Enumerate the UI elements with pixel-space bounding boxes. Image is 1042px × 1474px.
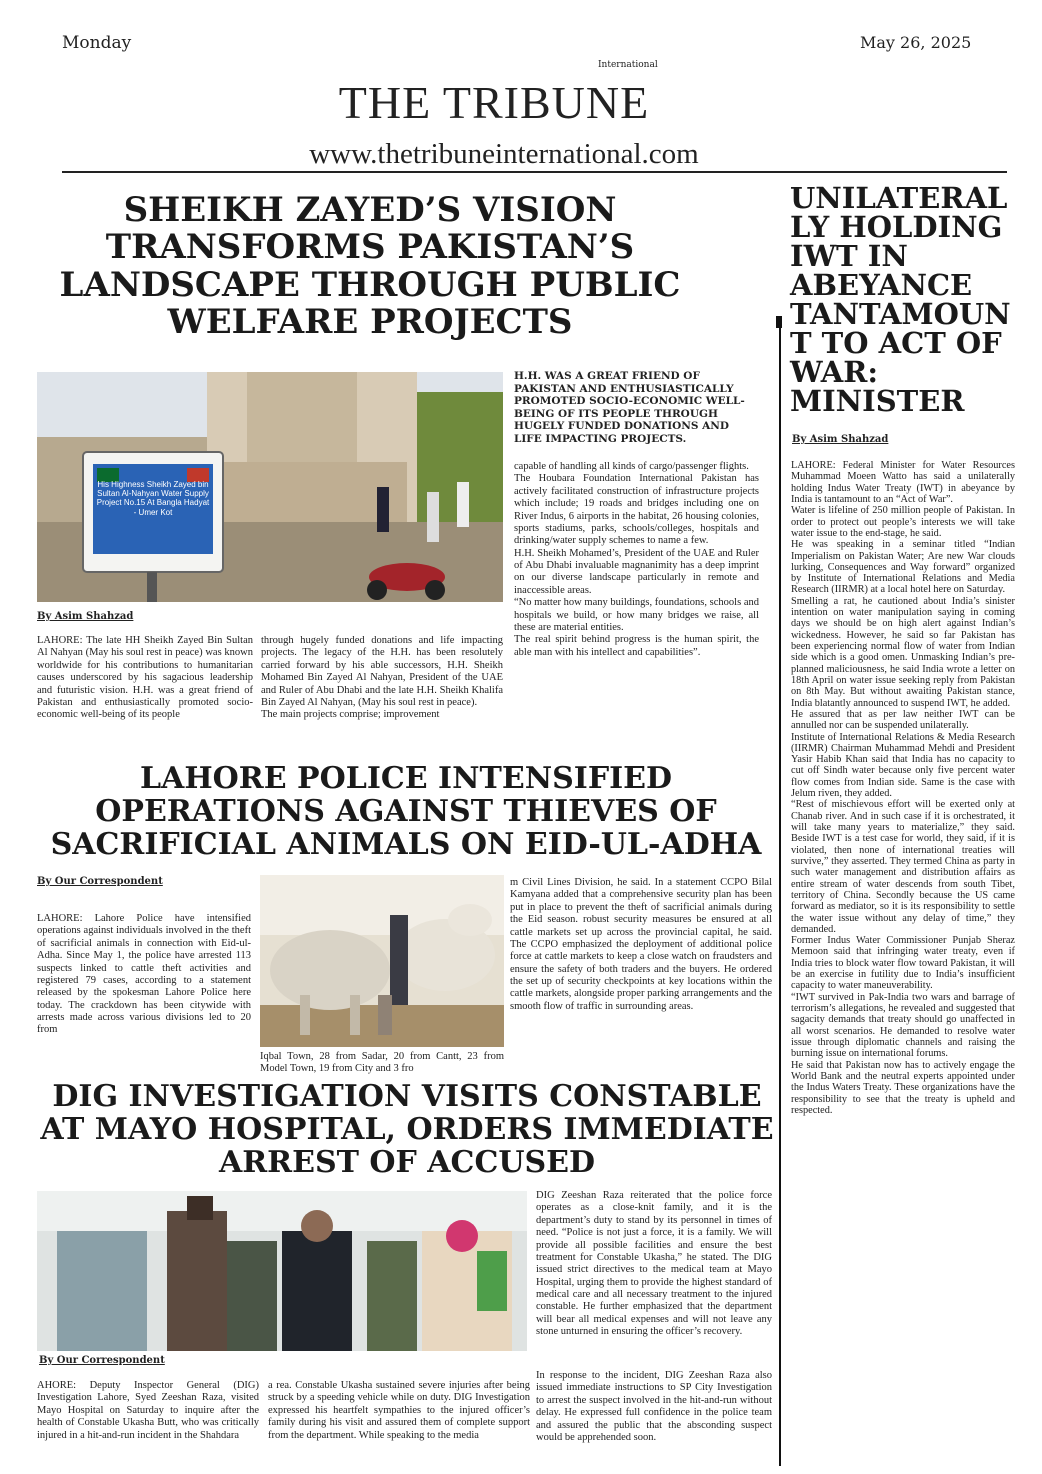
- article2-photo: [260, 875, 504, 1047]
- sidebar-body: LAHORE: Federal Minister for Water Resources Muhammad Moeen Watto has said a unilaterally holding Indus Water Treaty (IWT) in abeyance by India is tantamount to an “Act of War”. Water is lifeline of 250 million people of Pakistan. In order to protect out people’s interests we will take water issue to the end-stage, he said. He was speaking in a seminar titled “Indian Imperialism on Pakistan Water; Are new War clouds lurking, Consequences and Way forward” organized by Institute of International Relations and Media Research (IIRMR) at a local hotel here on Saturday. Smelling a rat, he cautioned about India’s sinister intention on water manipulation saying in coming days we should be on high alert against Indian’s wickedness. However, he said so far Pakistan has been experiencing normal flow of water from Indian side which is a good omen. Unmasking Indian’s pre-planned maliciousness, he said India wrote a letter on 18th April on water issue seeking reply from Pakistan on 8th May. But without awaiting Pakistan stance, India blatantly announced to suspend IWT, he added. He assured that as per law neither IWT can be annulled nor can be suspended unilaterally. Institute of International Relations & Media Research (IIRMR) Chairman Muhammad Mehdi and President Yasir Habib Khan said that India has no capacity to cut off Sindh water because only five percent water flow comes from Indian side. Same is the case with Jelum riven, they added. “Rest of mischievous effort will be exerted only at Chanab river. And in such case if it is orchestrated, it will take many years to materialize,” they said. Beside IWT is a test case for world, they said, if it is violated, then none of international treaties will survive,” they asserted. They termed China as party in such water management and distribution affairs as entire stream of water descends from south Tibet, territory of China. Secondly because the US came forward as mediator, so it is its responsibility to settle the water issue without any delay of time,” they demanded. Former Indus Water Commissioner Punjab Sheraz Memoon said that infringing water treaty, even if India tries to block water flow toward Pakistan, it will be an exercise in futility due to India’s insufficient capacity to water maneuverability. “IWT survived in Pak-India two wars and barrage of terrorism’s allegations, he revealed and suggested that sagacity demands that treaty should go unaffected in all worst scenarios. He demanded to resolve water issue through diplomatic channels and raising the burning issue on international forums. He said that Pakistan now has to actively engage the World Bank and the neutral experts appointed under the Indus Waters Treaty. These organizations have the responsibility to see that the treaty is upheld and respected.: [791, 460, 1015, 1116]
- article2-col2: Iqbal Town, 28 from Sadar, 20 from Cantt, 23 from Model Town, 19 from City and 3 fro: [260, 1051, 504, 1075]
- hospital-visit-image: [37, 1191, 527, 1351]
- masthead-url[interactable]: www.thetribuneinternational.com: [309, 138, 699, 170]
- article3-byline: By Our Correspondent: [39, 1355, 165, 1366]
- masthead-title: THE TRIBUNE: [338, 77, 650, 128]
- sidebar-headline-line: T TO ACT OF: [790, 326, 1002, 360]
- article1-photo-sign: His Highness Sheikh Zayed bin Sultan Al-Nahyan Water Supply Project No.15 At Bangla Hadyat - Umer Kot: [96, 480, 210, 517]
- article2-headline: LAHORE POLICE INTENSIFIED OPERATIONS AGAINST THIEVES OF SACRIFICIAL ANIMALS ON EID-UL-ADHA: [50, 761, 762, 862]
- article1-photo: [37, 372, 503, 602]
- sidebar-headline-line: IWT IN: [790, 239, 908, 273]
- article3-col2: a rea. Constable Ukasha sustained severe injuries after being struck by a speeding vehicle while on duty. DIG Investigation expressed his heartfelt sympathies to the injured officer’s family during his visit and assured them of complete support from the department. While speaking to the media: [268, 1380, 530, 1441]
- article1-byline: By Asim Shahzad: [37, 611, 134, 622]
- article3-photo: [37, 1191, 527, 1351]
- masthead-date: May 26, 2025: [860, 33, 972, 52]
- cattle-market-image: [260, 875, 504, 1047]
- column-divider: [779, 316, 781, 1466]
- sidebar-headline-line: TANTAMOUN: [790, 297, 1011, 331]
- masthead-edition: International: [598, 60, 658, 70]
- article2-byline: By Our Correspondent: [37, 876, 163, 887]
- sidebar-headline: [790, 181, 1020, 418]
- article1-headline: SHEIKH ZAYED’S VISION TRANSFORMS PAKISTAN’S LANDSCAPE THROUGH PUBLIC WELFARE PROJECTS: [59, 190, 681, 343]
- article1-col3: capable of handling all kinds of cargo/passenger flights. The Houbara Foundation International Pakistan has actively facilitated construction of infrastructure projects which include; 19 roads and bridges including one on River Indus, 6 airports in the habitat, 26 housing colonies, sports stadiums, parks, schools/colleges, hospitals and drinking/water supply schemes to name a few. H.H. Sheikh Mohamed’s, President of the UAE and Ruler of Abu Dhabi invaluable magnanimity has a deep imprint on our diverse landscape particularly in remote and inaccessible areas. “No matter how many buildings, foundations, schools and hospitals we build, or how many bridges we raise, all these are material entities. The real spirit behind progress is the human spirit, the able man with his intellect and capabilities”.: [514, 461, 759, 658]
- article3-col1: AHORE: Deputy Inspector General (DIG) Investigation Lahore, Syed Zeeshan Raza, visited Mayo Hospital on Saturday to inquire after the health of Constable Ukasha Butt, who was critically injured in a hit-and-run incident in the Shahdara: [37, 1380, 259, 1441]
- sidebar-headline-line: UNILATERAL: [790, 181, 1008, 215]
- masthead-rule: [62, 171, 1007, 173]
- article3-col3-bottom: In response to the incident, DIG Zeeshan Raza also issued immediate instructions to SP City Investigation to arrest the suspect involved in the hit-and-run without delay. He expressed full confidence in the police team and assured the public that the absconding suspect would be apprehended soon.: [536, 1370, 772, 1443]
- article3-col3-top: DIG Zeeshan Raza reiterated that the police force operates as a close-knit family, and it is the department’s duty to stand by its personnel in times of need. “Police is not just a force, it is a family. We will provide all possible facilities and ensure the best treatment for Constable Ukasha,” he stated. The DIG issued strict directives to the medical team at Mayo Hospital, urging them to provide the highest standard of medical care and all necessary treatment to the injured constable. He further emphasized that the department will bear all medical expenses and will not leave any stone unturned in ensuring the officer’s recovery.: [536, 1190, 772, 1338]
- sidebar-headline-line: MINISTER: [790, 384, 965, 418]
- article2-col3: m Civil Lines Division, he said. In a statement CCPO Bilal Kamyana added that a comprehensive security plan has been put in place to prevent the theft of sacrificial animals during the Eid season. robust security measures be ensured at all cattle markets set up across the provincial capital, he said. The CCPO emphasized the deployment of additional police force at cattle markets to keep a close watch on fraudsters and ensure the safety of both traders and the buyers. He ordered the set up of security checkpoints at key locations within the cattle markets, alongside proper parking arrangements and the smooth flow of traffic in surrounding areas.: [510, 877, 772, 1012]
- article1-col2: through hugely funded donations and life impacting projects. The legacy of the H.H. has been resolutely carried forward by his able successors, H.H. Sheikh Mohamed Bin Zayed Al Nahyan, President of the UAE and Ruler of Abu Dhabi and the late H.H. Sheikh Khalifa Bin Zayed Al Nahyan, (May his soul rest in peace). The main projects comprise; improvement: [261, 635, 503, 721]
- masthead-day: Monday: [62, 33, 132, 53]
- sidebar-byline: By Asim Shahzad: [792, 434, 889, 445]
- column-divider-tick: [776, 316, 782, 328]
- article1-col1: LAHORE: The late HH Sheikh Zayed Bin Sultan Al Nahyan (May his soul rest in peace) was known worldwide for his contributions to humanitarian causes underscored by his sagacious leadership and futuristic vision. H.H. was a great friend of Pakistan and enthusiastically promoted socio-economic well-being of its people: [37, 635, 253, 721]
- sidebar-headline-line: ABEYANCE: [790, 268, 973, 302]
- sidebar-headline-line: LY HOLDING: [790, 210, 1003, 244]
- sidebar-headline-line: WAR:: [790, 355, 879, 389]
- article1-kicker: H.H. WAS A GREAT FRIEND OF PAKISTAN AND ENTHUSIASTICALLY PROMOTED SOCIO-ECONOMIC WELL-BEING OF ITS PEOPLE THROUGH HUGELY FUNDED DONATIONS AND LIFE IMPACTING PROJECTS.: [514, 370, 745, 445]
- article2-col1: LAHORE: Lahore Police have intensified operations against individuals involved in the theft of sacrificial animals in connection with Eid-ul-Adha. Since May 1, the police have arrested 113 suspects linked to cattle theft activities and registered 79 cases, according to a statement released by the spokesman Lahore Police here today. The crackdown has been citywide with arrests made across various divisions led to 20 from: [37, 913, 251, 1036]
- article3-headline: DIG INVESTIGATION VISITS CONSTABLE AT MAYO HOSPITAL, ORDERS IMMEDIATE ARREST OF ACCUSED: [40, 1079, 774, 1180]
